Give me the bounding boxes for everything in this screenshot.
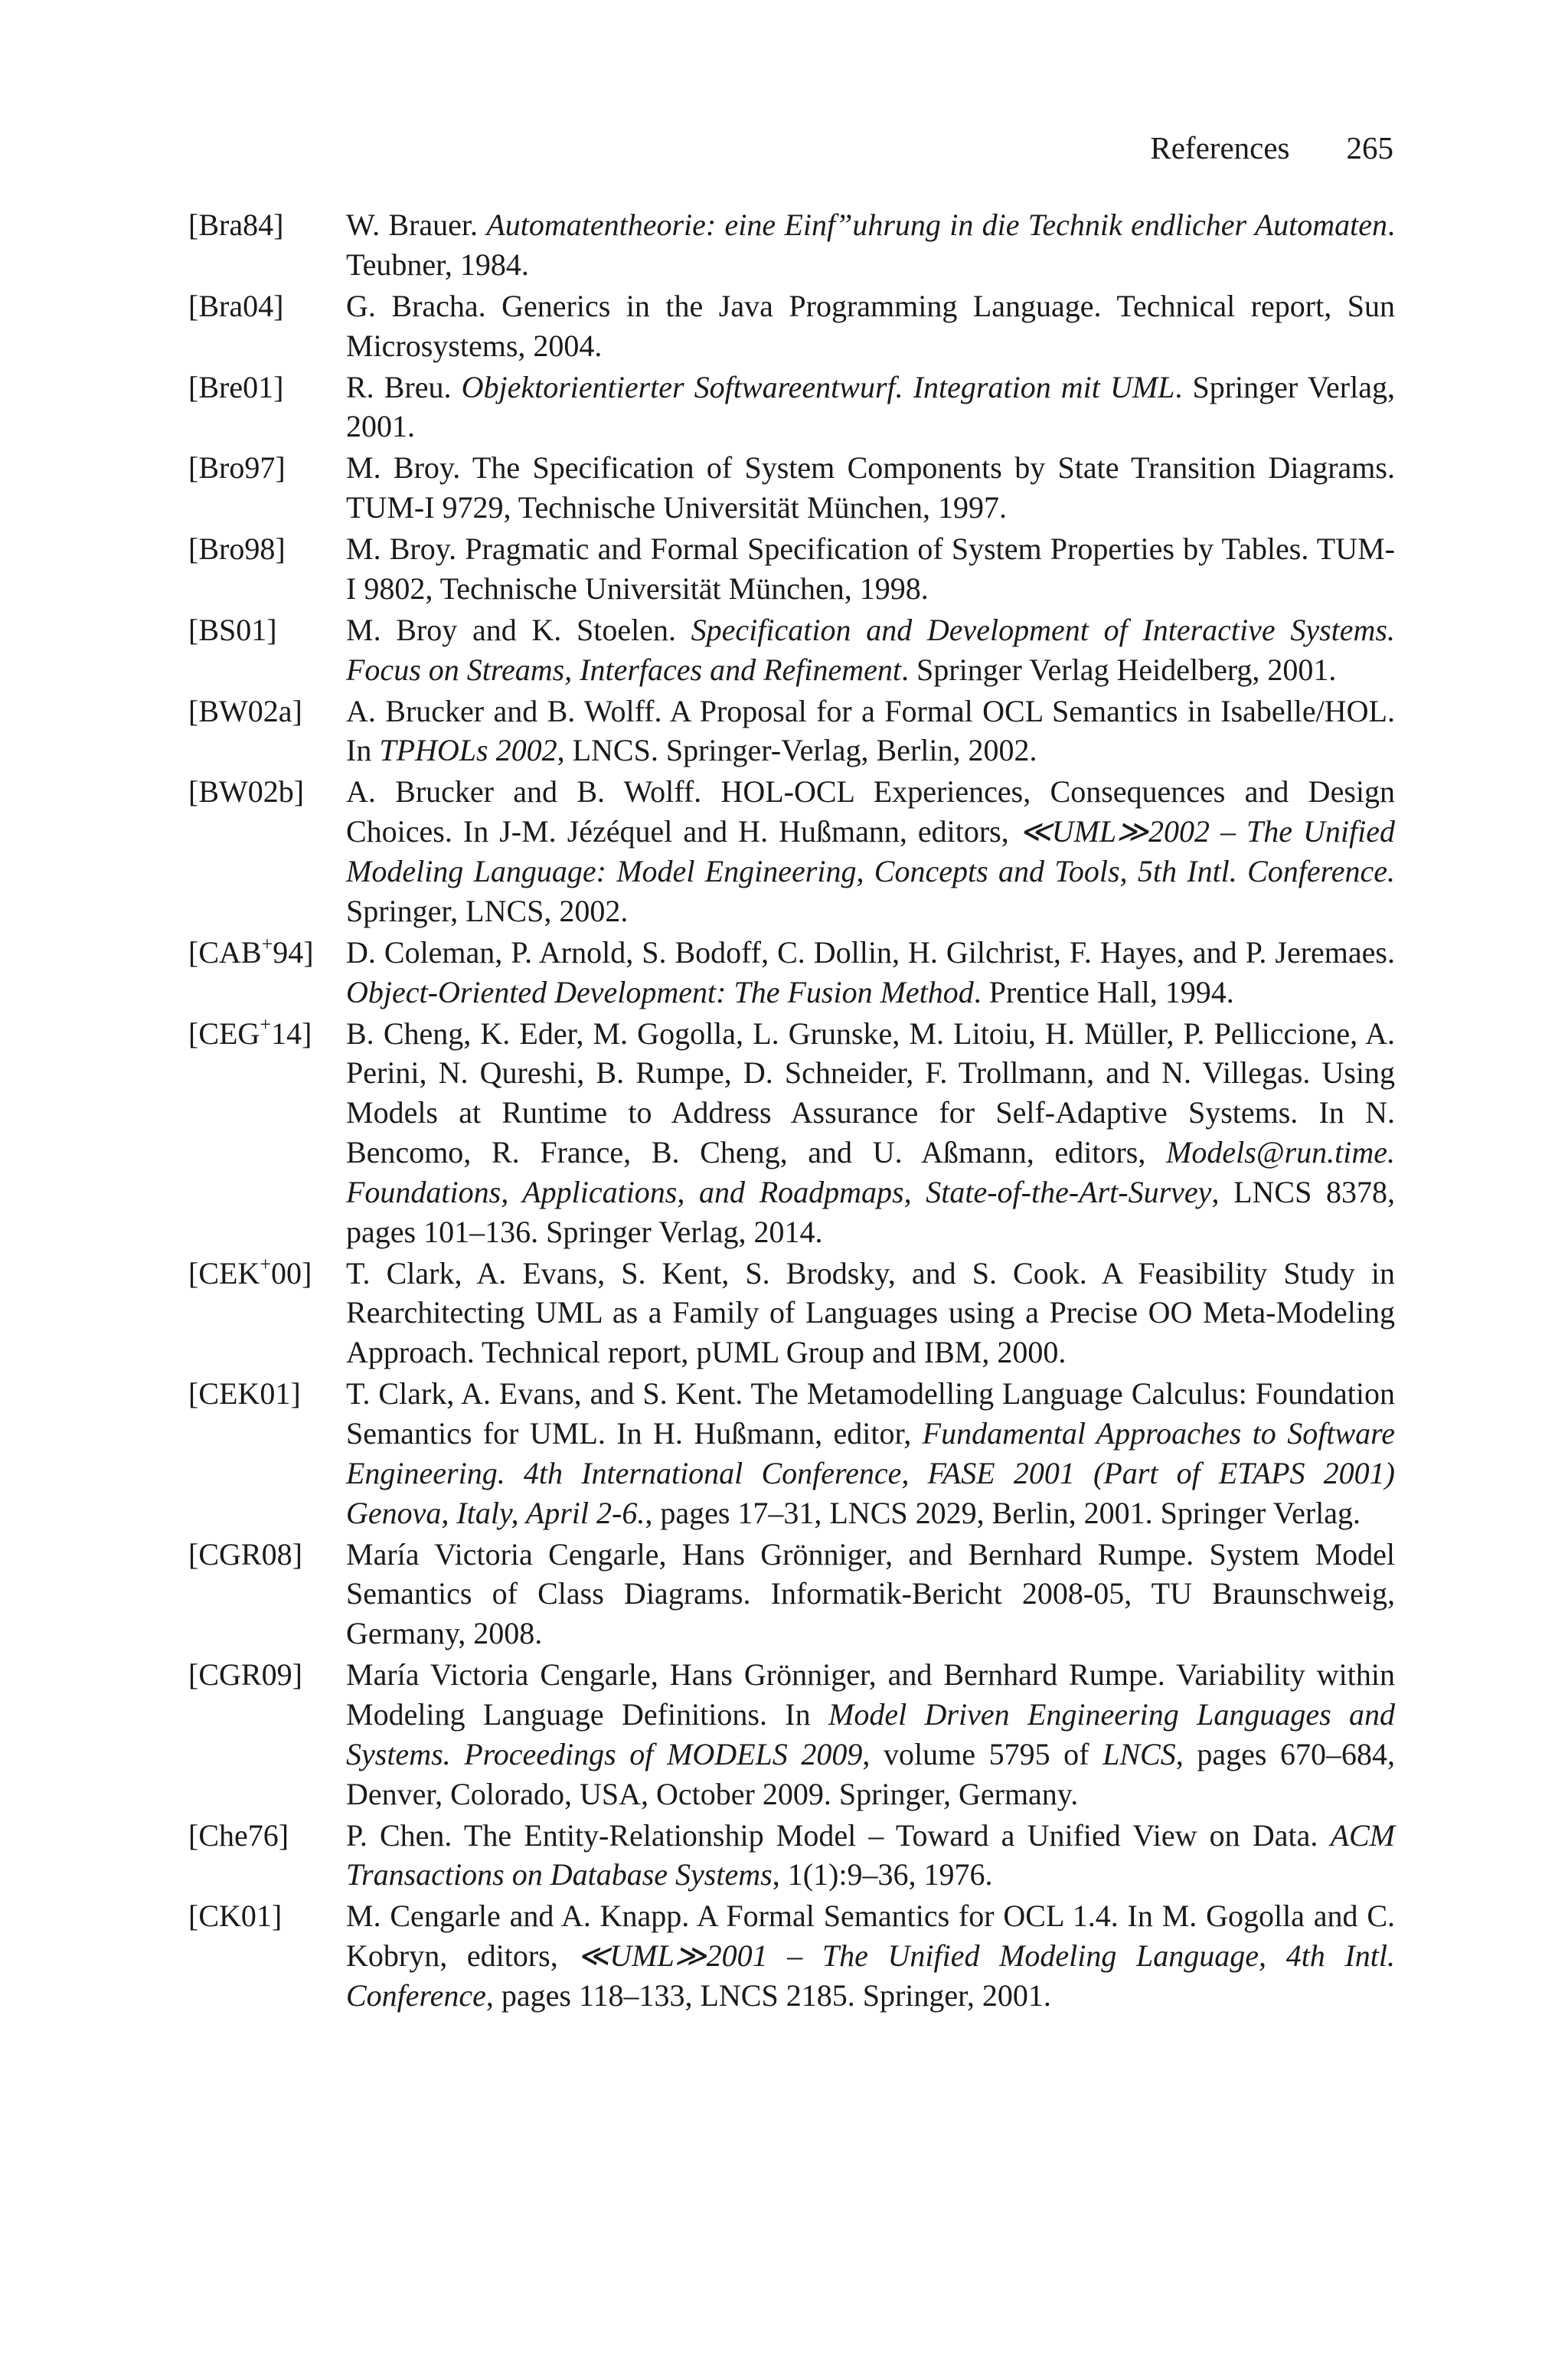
reference-segment: , 1(1):9–36, 1976.: [772, 1857, 993, 1892]
reference-segment: María Victoria Cengarle, Hans Grönniger, and Bernhard Rumpe. System Model Semantics of Class Diagrams. Informatik-Bericht 2008-05, TU Braunschweig, Germany, 2008.: [346, 1536, 1395, 1651]
reference-segment: A. Brucker and B. Wolff. A Proposal for a Formal OCL Semantics in Isabelle/HOL. In: [346, 693, 1395, 768]
reference-key-text: [Bra04]: [188, 288, 284, 323]
reference-segment: María Victoria Cengarle, Hans Grönniger, and Bernhard Rumpe. Variability within Modeling Language Definitions. In: [346, 1657, 1395, 1732]
reference-entry: [188, 1655, 1395, 1814]
reference-key-text: [CGR09]: [188, 1657, 302, 1693]
reference-entry: [188, 692, 1395, 771]
section-title: References: [1150, 130, 1290, 165]
reference-italic-segment: Object-Oriented Development: The Fusion Method: [346, 974, 974, 1009]
reference-italic-segment: Automatentheorie: eine Einf”uhrung in die Technik endlicher Automaten: [486, 208, 1388, 242]
reference-entry: [188, 448, 1395, 528]
reference-key-superscript: +: [260, 1013, 271, 1036]
page-number: 265: [1346, 130, 1393, 165]
reference-key: [188, 205, 346, 245]
reference-segment: . Springer Verlag Heidelberg, 2001.: [901, 652, 1337, 687]
reference-key-tail: 00]: [271, 1255, 312, 1290]
reference-segment: G. Bracha. Generics in the Java Programming Language. Technical report, Sun Microsystems, 2004.: [346, 288, 1395, 363]
reference-segment: M. Broy. The Specification of System Components by State Transition Diagrams. TUM-I 9729, Technische Universität München, 1997.: [346, 450, 1395, 525]
reference-text: [346, 1374, 1395, 1532]
reference-text: [346, 286, 1395, 366]
reference-segment: Springer, LNCS, 2002.: [346, 893, 629, 928]
reference-segment: , pages 118–133, LNCS 2185. Springer, 2001.: [485, 1977, 1051, 2013]
reference-entry: [188, 1374, 1395, 1532]
reference-key-text: [CEK: [188, 1255, 260, 1290]
reference-key: [188, 1014, 346, 1054]
reference-segment: T. Clark, A. Evans, and S. Kent. The Metamodelling Language Calculus: Foundation Semantics for UML. In H. Hußmann, editor,: [346, 1376, 1395, 1451]
reference-text: [346, 933, 1395, 1012]
reference-text: [346, 772, 1395, 931]
reference-segment: . Teubner, 1984.: [346, 208, 1396, 282]
reference-key-superscript: +: [261, 932, 273, 955]
reference-segment: . Prentice Hall, 1994.: [973, 974, 1234, 1009]
reference-segment: A. Brucker and B. Wolff. HOL-OCL Experiences, Consequences and Design Choices. In J-M. Jézéquel and H. Hußmann, editors,: [346, 774, 1395, 849]
reference-text: [346, 1896, 1395, 2015]
reference-text: [346, 529, 1395, 609]
reference-key-text: [CAB: [188, 934, 262, 970]
reference-key: [188, 1896, 346, 1936]
reference-entry: [188, 1254, 1395, 1372]
reference-key-superscript: +: [260, 1253, 271, 1276]
reference-key-text: [BS01]: [188, 612, 277, 647]
reference-text: [346, 368, 1395, 447]
reference-italic-segment: Models@run.time. Foundations, Applications, and Roadpmaps, State-of-the-Art-Survey: [346, 1135, 1395, 1209]
reference-key: [188, 933, 346, 973]
reference-segment: M. Broy. Pragmatic and Formal Specification of System Properties by Tables. TUM-I 9802, Technische Universität München, 1998.: [346, 532, 1395, 606]
reference-entry: [188, 368, 1395, 447]
reference-key-text: [CEG: [188, 1016, 260, 1051]
reference-key-text: [Che76]: [188, 1817, 289, 1853]
reference-key-text: [BW02a]: [188, 693, 302, 728]
reference-segment: , LNCS. Springer-Verlag, Berlin, 2002.: [557, 733, 1037, 768]
reference-text: [346, 205, 1395, 285]
reference-key: [188, 448, 346, 488]
reference-entry: [188, 1014, 1395, 1252]
reference-text: [346, 610, 1395, 690]
reference-text: [346, 1655, 1395, 1814]
reference-segment: D. Coleman, P. Arnold, S. Bodoff, C. Dollin, H. Gilchrist, F. Hayes, and P. Jeremaes.: [346, 934, 1395, 970]
reference-key-text: [BW02b]: [188, 774, 305, 810]
reference-entry: [188, 286, 1395, 366]
reference-italic-segment: LNCS: [1102, 1736, 1176, 1771]
reference-key-text: [Bre01]: [188, 369, 284, 404]
reference-entry: [188, 1896, 1395, 2015]
reference-segment: , pages 17–31, LNCS 2029, Berlin, 2001. Springer Verlag.: [645, 1495, 1361, 1530]
reference-segment: T. Clark, A. Evans, S. Kent, S. Brodsky, and S. Cook. A Feasibility Study in Rearchitecting UML as a Family of Languages using a Precise OO Meta-Modeling Approach. Technical report, pUML Group and IBM, 2000.: [346, 1255, 1395, 1370]
reference-segment: P. Chen. The Entity-Relationship Model – Toward a Unified View on Data.: [346, 1817, 1331, 1853]
reference-text: [346, 448, 1395, 528]
reference-key: [188, 1655, 346, 1695]
reference-entry: [188, 610, 1395, 690]
reference-key-text: [Bro98]: [188, 532, 286, 567]
reference-segment: , LNCS 8378, pages 101–136. Springer Verlag, 2014.: [346, 1174, 1396, 1249]
reference-italic-segment: Specification and Development of Interactive Systems. Focus on Streams, Interfaces and Refinement: [346, 612, 1395, 687]
reference-text: [346, 1014, 1395, 1252]
reference-italic-segment: Fundamental Approaches to Software Engineering. 4th International Conference, FASE 2001 (Part of ETAPS 2001) Genova, Italy, April 2-6.: [346, 1415, 1395, 1530]
reference-key: [188, 529, 346, 569]
reference-italic-segment: TPHOLs 2002: [379, 733, 557, 768]
reference-text: [346, 1535, 1395, 1653]
reference-key: [188, 1535, 346, 1575]
reference-entry: [188, 933, 1395, 1012]
reference-key-tail: 94]: [273, 934, 314, 970]
reference-segment: . Springer Verlag, 2001.: [346, 369, 1395, 444]
reference-segment: , pages 670–684, Denver, Colorado, USA, October 2009. Springer, Germany.: [346, 1736, 1395, 1811]
reference-key-text: [CK01]: [188, 1899, 283, 1934]
reference-key-text: [CEK01]: [188, 1376, 301, 1411]
reference-italic-segment: ≪UML≫2002 – The Unified Modeling Language: Model Engineering, Concepts and Tools, 5th Intl. Conference.: [346, 814, 1395, 889]
reference-italic-segment: ACM Transactions on Database Systems: [346, 1817, 1395, 1892]
reference-italic-segment: Objektorientierter Softwareentwurf. Integration mit UML: [461, 369, 1175, 404]
reference-entry: [188, 1535, 1395, 1653]
reference-key-tail: 14]: [271, 1016, 312, 1051]
reference-key: [188, 692, 346, 731]
reference-key-text: [Bra84]: [188, 208, 284, 242]
reference-segment: R. Breu.: [346, 369, 462, 404]
reference-italic-segment: ≪UML≫2001 – The Unified Modeling Language, 4th Intl. Conference: [346, 1938, 1395, 2013]
reference-key: [188, 286, 346, 326]
reference-segment: M. Broy and K. Stoelen.: [346, 612, 691, 647]
reference-text: [346, 1816, 1395, 1896]
reference-segment: M. Cengarle and A. Knapp. A Formal Semantics for OCL 1.4. In M. Gogolla and C. Kobryn, editors,: [346, 1899, 1395, 1974]
reference-key: [188, 1816, 346, 1856]
reference-key-text: [CGR08]: [188, 1536, 302, 1572]
running-head: [1150, 129, 1393, 167]
reference-key: [188, 772, 346, 812]
reference-segment: W. Brauer.: [346, 208, 487, 242]
reference-entry: [188, 1816, 1395, 1896]
reference-list: [188, 205, 1395, 2017]
reference-key: [188, 368, 346, 407]
reference-key: [188, 1254, 346, 1294]
reference-key-text: [Bro97]: [188, 450, 286, 486]
reference-segment: B. Cheng, K. Eder, M. Gogolla, L. Grunske, M. Litoiu, H. Müller, P. Pelliccione, A. Perini, N. Qureshi, B. Rumpe, D. Schneider, F. Trollmann, and N. Villegas. Using Models at Runtime to Address Assurance for Self-Adaptive Systems. In N. Bencomo, R. France, B. Cheng, and U. Aßmann, editors,: [346, 1016, 1395, 1170]
reference-key: [188, 610, 346, 650]
reference-segment: , volume 5795 of: [862, 1736, 1103, 1771]
reference-text: [346, 1254, 1395, 1372]
reference-entry: [188, 205, 1395, 285]
reference-entry: [188, 772, 1395, 931]
reference-key: [188, 1374, 346, 1414]
reference-entry: [188, 529, 1395, 609]
reference-text: [346, 692, 1395, 771]
reference-italic-segment: Model Driven Engineering Languages and Systems. Proceedings of MODELS 2009: [346, 1696, 1396, 1771]
